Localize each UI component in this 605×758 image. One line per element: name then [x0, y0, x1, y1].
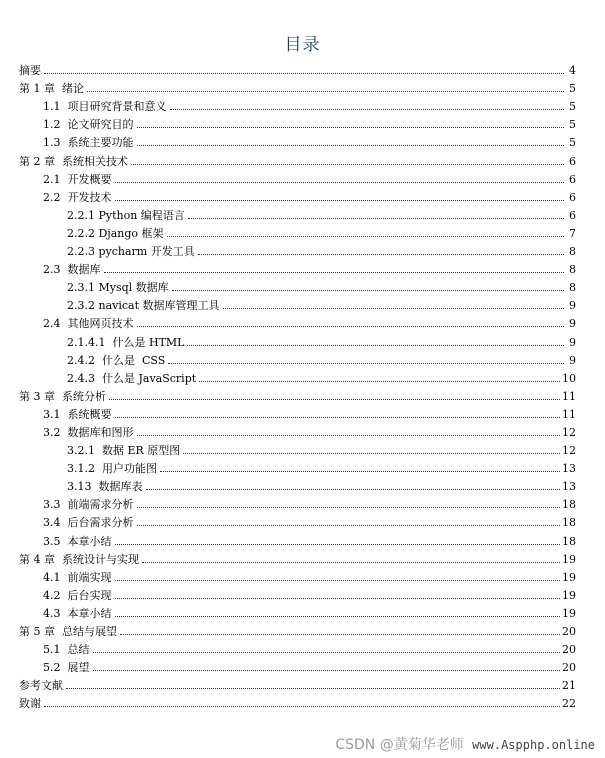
watermark-text: CSDN @黄菊华老师	[335, 737, 464, 753]
toc-entry[interactable]	[19, 692, 576, 710]
toc-entry-label: 摘要	[19, 64, 41, 78]
toc-entry[interactable]	[19, 548, 576, 566]
toc-entry-label: 2.3 数据库	[43, 263, 101, 277]
dot-leader	[115, 616, 561, 617]
toc-entry-page: 5	[569, 100, 576, 114]
watermark-site: www.Aspphp.online	[472, 738, 595, 752]
toc-entry-label: 2.1.4.1 什么是 HTML	[67, 335, 185, 349]
toc-entry-label: 2.4 其他网页技术	[43, 317, 134, 331]
dot-leader	[188, 218, 564, 219]
toc-entry-label: 2.3.2 navicat 数据库管理工具	[67, 299, 220, 313]
toc-entry[interactable]	[19, 294, 576, 312]
dot-leader	[115, 580, 561, 581]
toc-entry-label: 4.2 后台实现	[43, 588, 112, 602]
dot-leader	[137, 507, 561, 508]
toc-entry[interactable]	[19, 421, 576, 439]
toc-entry-page: 19	[562, 606, 576, 620]
toc-entry-label: 2.2.3 pycharm 开发工具	[67, 245, 195, 259]
toc-entry-label: 1.3 系统主要功能	[43, 136, 134, 150]
toc-entry-page: 9	[569, 335, 576, 349]
toc-entry-page: 20	[562, 625, 576, 638]
toc-entry-label: 3.1 系统概要	[43, 407, 112, 421]
toc-entry-page: 9	[569, 353, 576, 367]
dot-leader	[137, 435, 561, 436]
dot-leader	[66, 688, 560, 689]
dot-leader	[183, 453, 560, 454]
toc-entry[interactable]	[19, 674, 576, 692]
toc-entry[interactable]	[19, 529, 576, 547]
toc-entry-label: 3.3 前端需求分析	[43, 498, 134, 512]
toc-entry[interactable]	[19, 168, 576, 186]
toc-entry-label: 第 4 章 系统设计与实现	[19, 552, 139, 566]
toc-entry[interactable]	[19, 457, 576, 475]
toc-entry[interactable]	[19, 113, 576, 131]
toc-entry[interactable]	[19, 584, 576, 602]
toc-entry-label: 2.2 开发技术	[43, 190, 112, 204]
dot-leader	[87, 91, 564, 92]
toc-entry-page: 20	[562, 661, 576, 675]
toc-entry-page: 9	[569, 317, 576, 331]
toc-entry[interactable]	[19, 620, 576, 638]
toc-entry[interactable]	[19, 240, 576, 258]
toc-entry-label: 2.2.2 Django 框架	[67, 226, 164, 240]
toc-entry[interactable]	[19, 439, 576, 457]
toc-entry-page: 13	[562, 462, 576, 476]
toc-entry-label: 3.4 后台需求分析	[43, 516, 134, 530]
dot-leader	[168, 363, 564, 364]
toc-entry-label: 1.2 论文研究目的	[43, 118, 134, 132]
toc-entry[interactable]	[19, 77, 576, 95]
toc-entry-label: 3.5 本章小结	[43, 534, 112, 548]
toc-entry-page: 19	[562, 570, 576, 584]
toc-entry-label: 5.1 总结	[43, 643, 90, 657]
toc-entry-label: 3.2.1 数据 ER 原型图	[67, 444, 181, 458]
toc-entry[interactable]	[19, 131, 576, 149]
toc-entry-label: 致谢	[19, 697, 41, 711]
toc-entry[interactable]	[19, 330, 576, 348]
dot-leader	[137, 525, 561, 526]
toc-entry-page: 18	[562, 534, 576, 548]
toc-entry-label: 1.1 项目研究背景和意义	[43, 100, 167, 114]
dot-leader	[93, 670, 561, 671]
toc-entry-page: 8	[569, 263, 576, 277]
toc-entry-page: 8	[569, 245, 576, 259]
toc-entry-page: 10	[562, 371, 576, 385]
dot-leader	[104, 272, 565, 273]
toc-entry-page: 6	[569, 208, 576, 222]
toc-entry[interactable]	[19, 149, 576, 167]
toc-entry-page: 21	[562, 679, 576, 693]
dot-leader	[170, 109, 565, 110]
toc-entry[interactable]	[19, 258, 576, 276]
toc-entry-page: 7	[569, 226, 576, 240]
dot-leader	[115, 598, 561, 599]
toc-entry-page: 6	[569, 172, 576, 186]
toc-entry-label: 4.3 本章小结	[43, 606, 112, 620]
dot-leader	[137, 145, 565, 146]
toc-entry[interactable]	[19, 602, 576, 620]
toc-entry[interactable]	[19, 475, 576, 493]
toc-entry-page: 11	[562, 407, 576, 421]
toc-entry-page: 18	[562, 516, 576, 530]
dot-leader	[160, 471, 560, 472]
dot-leader	[137, 326, 565, 327]
dot-leader	[131, 164, 564, 165]
toc-entry-label: 5.2 展望	[43, 661, 90, 675]
toc-entry-page: 5	[569, 82, 576, 96]
toc-entry[interactable]	[19, 59, 576, 77]
toc-entry[interactable]	[19, 222, 576, 240]
table-of-contents	[19, 59, 576, 710]
toc-entry-label: 4.1 前端实现	[43, 570, 112, 584]
toc-entry-label: 2.4.3 什么是 JavaScript	[67, 371, 197, 385]
toc-entry-page: 8	[569, 281, 576, 295]
toc-entry-label: 3.13 数据库表	[67, 480, 143, 494]
toc-entry-label: 第 5 章 总结与展望	[19, 625, 117, 638]
toc-entry-page: 20	[562, 643, 576, 657]
toc-entry[interactable]	[19, 312, 576, 330]
toc-entry-page: 5	[569, 118, 576, 132]
dot-leader	[146, 489, 561, 490]
toc-entry-page: 13	[562, 480, 576, 494]
dot-leader	[115, 200, 565, 201]
toc-entry[interactable]	[19, 186, 576, 204]
dot-leader	[44, 73, 564, 74]
toc-entry[interactable]	[19, 403, 576, 421]
dot-leader	[115, 417, 561, 418]
toc-entry[interactable]	[19, 95, 576, 113]
toc-entry[interactable]	[19, 511, 576, 529]
toc-entry[interactable]	[19, 638, 576, 656]
toc-entry-page: 18	[562, 498, 576, 512]
dot-leader	[137, 127, 565, 128]
toc-entry-label: 2.4.2 什么是 CSS	[67, 353, 166, 367]
dot-leader	[167, 236, 564, 237]
toc-entry-label: 2.1 开发概要	[43, 172, 112, 186]
dot-leader	[187, 345, 564, 346]
toc-entry[interactable]	[19, 276, 576, 294]
toc-entry[interactable]	[19, 367, 576, 385]
toc-entry-label: 第 1 章 绪论	[19, 82, 84, 96]
toc-entry[interactable]	[19, 204, 576, 222]
toc-entry-label: 2.3.1 Mysql 数据库	[67, 281, 169, 295]
toc-entry-label: 第 3 章 系统分析	[19, 389, 106, 403]
toc-entry[interactable]	[19, 385, 576, 403]
toc-entry[interactable]	[19, 566, 576, 584]
dot-leader	[142, 562, 560, 563]
watermark	[335, 734, 595, 754]
toc-title: 目录	[284, 35, 321, 55]
toc-entry-label: 2.2.1 Python 编程语言	[67, 208, 185, 222]
toc-entry-page: 6	[569, 154, 576, 168]
dot-leader	[109, 399, 560, 400]
toc-entry-page: 12	[562, 425, 576, 439]
toc-entry-page: 19	[562, 552, 576, 566]
dot-leader	[198, 254, 564, 255]
dot-leader	[172, 290, 564, 291]
toc-entry-label: 参考文献	[19, 679, 63, 693]
dot-leader	[115, 544, 561, 545]
toc-entry-page: 9	[569, 299, 576, 313]
toc-entry-page: 11	[562, 389, 576, 403]
toc-entry-label: 3.1.2 用户功能图	[67, 462, 157, 476]
dot-leader	[93, 652, 561, 653]
toc-entry-page: 4	[569, 64, 576, 78]
dot-leader	[199, 381, 560, 382]
dot-leader	[44, 706, 560, 707]
dot-leader	[115, 182, 565, 183]
toc-entry[interactable]	[19, 493, 576, 511]
toc-entry-page: 19	[562, 588, 576, 602]
toc-entry-page: 6	[569, 190, 576, 204]
toc-entry-label: 第 2 章 系统相关技术	[19, 154, 128, 168]
toc-entry-label: 3.2 数据库和图形	[43, 425, 134, 439]
toc-entry-page: 22	[562, 697, 576, 711]
toc-entry-page: 12	[562, 444, 576, 458]
dot-leader	[223, 308, 565, 309]
toc-entry[interactable]	[19, 349, 576, 367]
dot-leader	[120, 634, 560, 635]
toc-entry[interactable]	[19, 656, 576, 674]
toc-entry-page: 5	[569, 136, 576, 150]
